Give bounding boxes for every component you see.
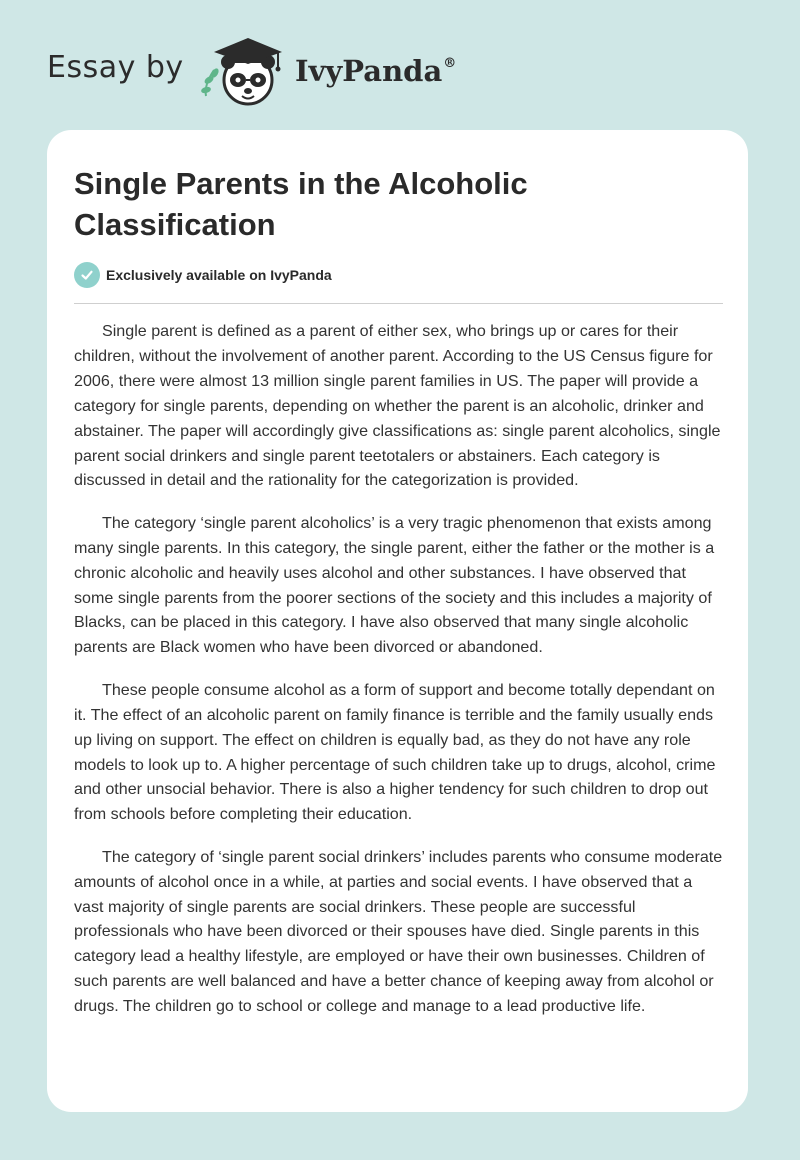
brand-logo-text[interactable] [295,54,456,88]
paragraph: The category of ‘single parent social drinkers’ includes parents who consume moderate amounts of alcohol once in a while, at parties and social events. I have observed that a vast majority of single parents are social drinkers. These people are successful professionals who have been divorced or their spouses have died. Single parents in this category lead a healthy lifestyle, are employed or have their own businesses. Children of such parents are well balanced and have a better chance of keeping away from alcohol or drugs. The children go to school or college and manage to a lead productive life. [74,847,723,1016]
check-icon [74,262,100,288]
panda-graduate-icon[interactable] [200,36,290,108]
exclusive-badge [74,262,332,288]
essay-card [47,130,748,1112]
trademark-symbol: ® [443,56,457,71]
paragraph: These people consume alcohol as a form of support and become totally dependant on it. The effect of an alcoholic parent on family finance is terrible and the family usually ends up living on support. The effect on children is equally bad, as they do not have any role models to look up to. A higher percentage of such children take up to drugs, alcohol, crime and other unsocial behavior. There is also a higher tendency for such children to drop out from schools before completing their education. [74,680,716,824]
brand-name: IvyPanda [295,54,443,88]
site-header [0,0,800,130]
exclusive-badge-label: Exclusively available on IvyPanda [106,267,332,283]
essay-by-label: Essay by [47,50,184,85]
paragraph: The category ‘single parent alcoholics’ is a very tragic phenomenon that exists among many single parents. In this category, the single parent, either the father or the mother is a chronic alcoholic and heavily uses alcohol and other substances. I have observed that some single parents from the poorer sections of the society and this includes a majority of Blacks, can be placed in this category. I have also observed that many single alcoholic parents are Black women who have been divorced or abandoned. [74,513,715,657]
paragraph: Single parent is defined as a parent of either sex, who brings up or cares for their children, without the involvement of another parent. According to the US Census figure for 2006, there were almost 13 million single parent families in US. The paper will provide a category for single parents, depending on whether the parent is an alcoholic, drinker and abstainer. The paper will accordingly give classifications as: single parent alcoholics, single parent social drinkers and single parent teetotalers or abstainers. Each category is discussed in detail and the rationality for the categorization is provided. [74,322,721,490]
divider [74,303,723,304]
essay-body [74,319,726,1037]
page-title: Single Parents in the Alcoholic Classification [74,166,528,242]
